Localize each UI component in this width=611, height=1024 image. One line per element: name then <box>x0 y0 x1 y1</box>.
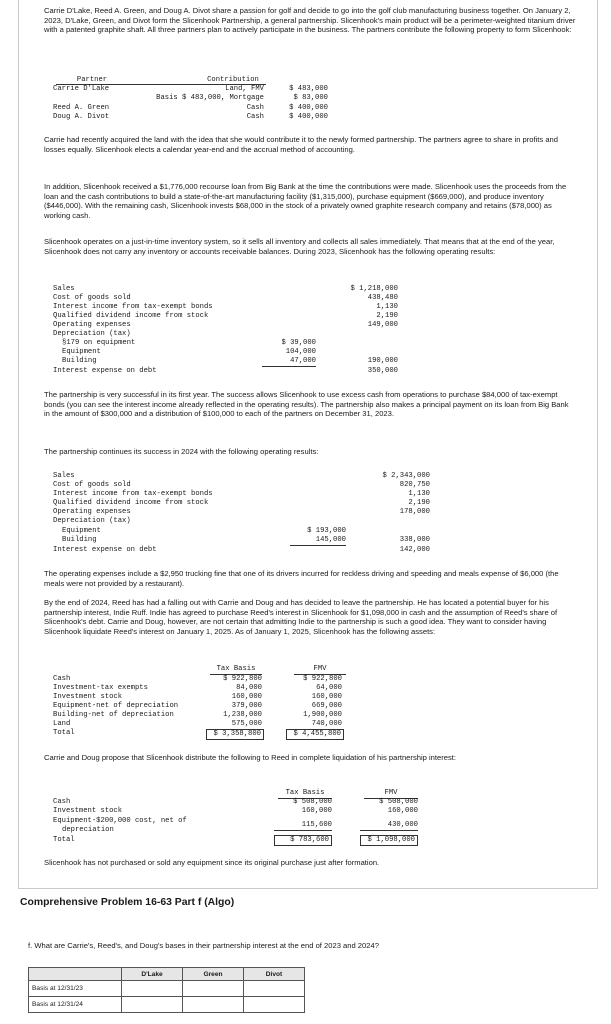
asset-basis: 84,000 <box>236 684 262 692</box>
dist-stock-label: Investment stock <box>53 807 123 815</box>
opex-value-2024: 178,000 <box>399 508 430 516</box>
asset-fmv: $ 922,800 <box>303 675 342 683</box>
asset-label: Investment-tax exempts <box>53 684 148 692</box>
asset-basis: $ 3,358,800 <box>206 729 264 740</box>
dist-equip-label-cont: depreciation <box>62 826 114 834</box>
paragraph-fines: The operating expenses include a $2,950 trucking fine that one of its drivers incurred for reckless driving and speeding and meals expense of $6,000 (the meals were not provided by a restaurant). <box>44 569 559 588</box>
hdr-contribution: Contribution <box>207 76 259 84</box>
interest-income-value-2024: 1,130 <box>408 490 430 498</box>
problem-heading: Comprehensive Problem 16-63 Part f (Algo) <box>20 897 235 908</box>
opex-label: Operating expenses <box>53 321 131 329</box>
hdr-partner: Partner <box>76 76 108 84</box>
answer-cell <box>244 981 305 997</box>
row1-name: Carrie D'Lake <box>53 85 110 93</box>
row2-name: Reed A. Green <box>53 104 110 112</box>
paragraph-first-year: The partnership is very successful in its first year. The success allows Slicenhook to use excess cash from operations to purchase $84,000 of tax-exempt bonds (you can see the interest income already reflected in the operating results). The partnership also makes a principal payment on its loan from Big Bank in the amount of $300,000 and a distribution of $100,000 to each of the partners on December 31, 2023. <box>44 390 569 419</box>
asset-fmv: 669,000 <box>311 702 342 710</box>
answer-row-2024: Basis at 12/31/24 <box>29 997 122 1013</box>
dist-equip-basis: 115,600 <box>274 821 332 831</box>
paragraph-land: Carrie had recently acquired the land with the idea that she would contribute it to the newly formed partnership. The partners agree to share in profits and losses equally. Slicenhook elects a calendar year-end and the accrual method of accounting. <box>44 135 558 154</box>
row3-name: Doug A. Divot <box>53 113 110 121</box>
dividend-label-2024: Qualified dividend income from stock <box>53 499 209 507</box>
asset-label: Total <box>53 729 75 737</box>
basis-2023-divot-input[interactable] <box>244 981 304 996</box>
basis-2023-green-input[interactable] <box>183 981 243 996</box>
answer-col-divot: Divot <box>244 968 305 981</box>
interest-expense-value: 350,000 <box>367 367 398 375</box>
equipment-value-2024: $ 193,000 <box>307 527 346 535</box>
answer-cell <box>244 997 305 1013</box>
answer-col-dlake: D'Lake <box>122 968 183 981</box>
dist-hdr-basis: Tax Basis <box>278 789 332 799</box>
dist-total-label: Total <box>53 836 75 844</box>
interest-income-label-2024: Interest income from tax-exempt bonds <box>53 490 213 498</box>
answer-table <box>28 967 305 1013</box>
row1-val1: $ 483,000 <box>289 85 328 93</box>
equipment-label: Equipment <box>62 348 101 356</box>
asset-basis: 1,238,000 <box>223 711 262 719</box>
dist-total-fmv: $ 1,098,000 <box>360 835 418 846</box>
interest-expense-label-2024: Interest expense on debt <box>53 546 157 554</box>
row1-val2: $ 83,000 <box>293 94 328 102</box>
dividend-label: Qualified dividend income from stock <box>53 312 209 320</box>
sec179-label: §179 on equipment <box>62 339 136 347</box>
equipment-label-2024: Equipment <box>62 527 101 535</box>
dist-hdr-fmv: FMV <box>364 789 418 799</box>
paragraph-2024-intro: The partnership continues its success in 2024 with the following operating results: <box>44 447 319 456</box>
row2-desc: Cash <box>246 104 264 112</box>
row3-val: $ 400,000 <box>289 113 328 121</box>
cogs-label-2024: Cost of goods sold <box>53 481 131 489</box>
row1-desc1: Land, FMV <box>225 85 264 93</box>
depreciation-total: 190,000 <box>367 357 398 365</box>
basis-2024-divot-input[interactable] <box>244 997 304 1012</box>
dividend-value: 2,190 <box>376 312 398 320</box>
opex-value: 149,000 <box>367 321 398 329</box>
asset-basis: 160,000 <box>231 693 262 701</box>
building-value-2024: 145,000 <box>290 536 346 546</box>
cogs-label: Cost of goods sold <box>53 294 131 302</box>
row3-desc: Cash <box>246 113 264 121</box>
interest-expense-label: Interest expense on debt <box>53 367 157 375</box>
paragraph-reed-leaves: By the end of 2024, Reed has had a falling out with Carrie and Doug and has decided to leave the partnership. He has located a potential buyer for his partnership interest, Indie Ruff. Indie has agreed to purchase Reed's interest in Slicenhook for $1,098,000 in cash and the assumption of Reed's share of Slicenhook's debt. Carrie and Doug, however, are not certain that admitting Indie to the partnership is such a good idea. They want to consider having Slicenhook liquidate Reed's interest on January 1, 2025. As of January 1, 2025, Slicenhook has the following assets: <box>44 598 558 636</box>
sec179-value: $ 39,000 <box>281 339 316 347</box>
sales-value: $ 1,218,000 <box>350 285 398 293</box>
answer-cell <box>183 981 244 997</box>
cogs-value-2024: 820,750 <box>399 481 430 489</box>
depreciation-total-2024: 338,000 <box>399 536 430 544</box>
dist-equip-fmv: 430,000 <box>360 821 418 831</box>
cogs-value: 438,480 <box>367 294 398 302</box>
basis-2023-dlake-input[interactable] <box>122 981 182 996</box>
asset-label: Equipment-net of depreciation <box>53 702 179 710</box>
dist-equip-label: Equipment-$200,000 cost, net of <box>53 817 187 825</box>
dist-stock-basis: 160,000 <box>301 807 332 815</box>
answer-cell <box>183 997 244 1013</box>
dist-cash-basis: $ 508,000 <box>293 798 332 806</box>
building-value: 47,000 <box>262 357 316 367</box>
building-label-2024: Building <box>62 536 97 544</box>
question-text: f. What are Carrie's, Reed's, and Doug's bases in their partnership interest at the end of 2023 and 2024? <box>28 941 379 950</box>
dist-total-basis: $ 783,600 <box>274 835 332 846</box>
intro-paragraph: Carrie D'Lake, Reed A. Green, and Doug A. Divot share a passion for golf and decide to go into the golf club manufacturing business together. On January 2, 2023, D'Lake, Green, and Divot form the Slicenhook Partnership, a general partnership. Slicenhook's main product will be a perimeter-weighted titanium driver with a patented graphite shaft. All three partners plan to actively participate in the business. The partners contribute the following property to form Slicenhook: <box>44 6 576 35</box>
dist-cash-label: Cash <box>53 798 71 806</box>
answer-cell <box>122 981 183 997</box>
equipment-value: 104,000 <box>285 348 316 356</box>
paragraph-proposal: Carrie and Doug propose that Slicenhook distribute the following to Reed in complete liquidation of his partnership interest: <box>44 753 456 762</box>
asset-basis: 575,000 <box>206 720 262 730</box>
asset-label: Building-net of depreciation <box>53 711 174 719</box>
answer-cell <box>122 997 183 1013</box>
row2-val: $ 400,000 <box>289 104 328 112</box>
asset-fmv: 1,900,000 <box>303 711 342 719</box>
asset-fmv: 64,000 <box>316 684 342 692</box>
answer-header-blank <box>29 968 122 981</box>
sales-value-2024: $ 2,343,000 <box>382 472 430 480</box>
paragraph-equipment-note: Slicenhook has not purchased or sold any equipment since its original purchase just after formation. <box>44 858 380 867</box>
asset-fmv: $ 4,455,800 <box>286 729 344 740</box>
asset-basis: 379,000 <box>231 702 262 710</box>
interest-expense-value-2024: 142,000 <box>399 546 430 554</box>
depreciation-label: Depreciation (tax) <box>53 330 131 338</box>
answer-col-green: Green <box>183 968 244 981</box>
row1-desc2: Basis $ 483,000, Mortgage <box>156 94 264 102</box>
building-label: Building <box>62 357 97 365</box>
asset-fmv: 740,000 <box>286 720 342 730</box>
paragraph-operations: Slicenhook operates on a just-in-time inventory system, so it sells all inventory and collects all sales immediately. That means that at the end of the year, Slicenhook does not carry any inventory or accounts receivable balances. During 2023, Slicenhook has the following operating results: <box>44 237 555 256</box>
interest-income-value: 1,130 <box>376 303 398 311</box>
answer-row-2023: Basis at 12/31/23 <box>29 981 122 997</box>
basis-2024-dlake-input[interactable] <box>122 997 182 1012</box>
assets-hdr-basis: Tax Basis <box>210 665 262 675</box>
asset-label: Land <box>53 720 71 728</box>
sales-label-2024: Sales <box>53 472 75 480</box>
depreciation-label-2024: Depreciation (tax) <box>53 517 131 525</box>
asset-label: Cash <box>53 675 71 683</box>
asset-basis: $ 922,800 <box>223 675 262 683</box>
paragraph-loan: In addition, Slicenhook received a $1,776,000 recourse loan from Big Bank at the time the contributions were made. Slicenhook uses the proceeds from the loan and the cash contributions to build a state-of-the-art manufacturing facility ($1,315,000), purchase equipment ($669,000), and produce inventory ($446,000). With the remaining cash, Slicenhook invests $68,000 in the stock of a privately owned graphite research company and retains ($78,000) as working cash. <box>44 182 567 220</box>
assets-hdr-fmv: FMV <box>294 665 346 675</box>
dist-stock-fmv: 160,000 <box>387 807 418 815</box>
asset-label: Investment stock <box>53 693 123 701</box>
interest-income-label: Interest income from tax-exempt bonds <box>53 303 213 311</box>
sales-label: Sales <box>53 285 75 293</box>
basis-2024-green-input[interactable] <box>183 997 243 1012</box>
dividend-value-2024: 2,190 <box>408 499 430 507</box>
opex-label-2024: Operating expenses <box>53 508 131 516</box>
dist-cash-fmv: $ 508,000 <box>379 798 418 806</box>
asset-fmv: 160,000 <box>311 693 342 701</box>
